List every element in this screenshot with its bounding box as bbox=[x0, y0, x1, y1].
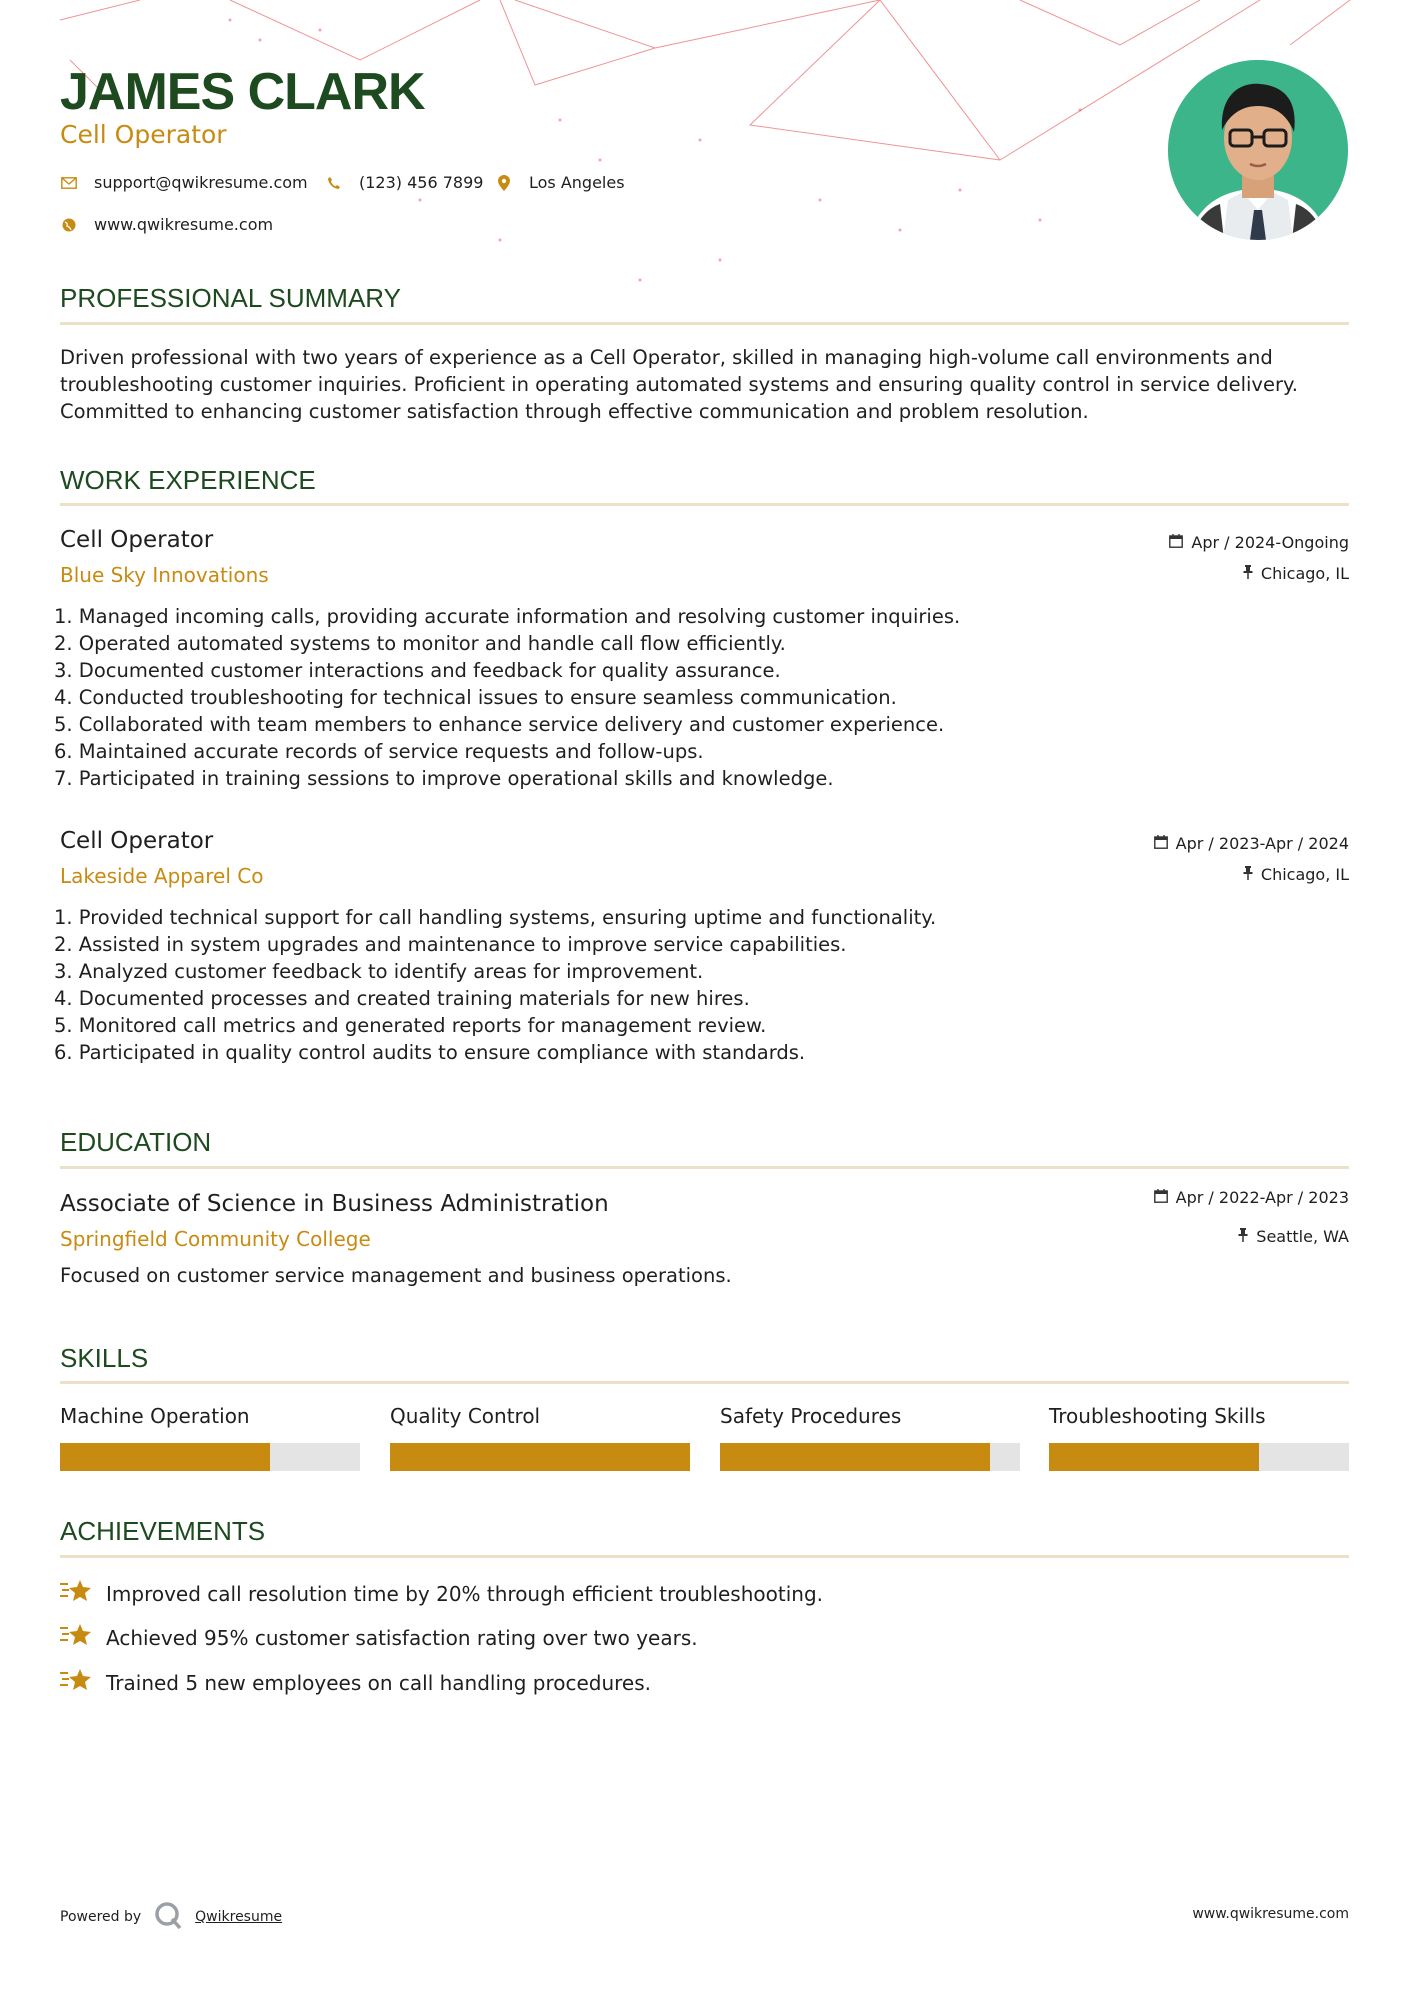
skill-label: Troubleshooting Skills bbox=[1049, 1404, 1266, 1428]
qwikresume-link[interactable]: Qwikresume bbox=[195, 1909, 283, 1925]
job-bullet: 2. Operated automated systems to monitor and handle call flow efficiently. bbox=[54, 632, 786, 655]
job-bullet: 6. Participated in quality control audits to ensure compliance with standards. bbox=[54, 1041, 806, 1064]
education-heading: EDUCATION bbox=[60, 1127, 212, 1157]
envelope-icon bbox=[60, 174, 78, 192]
globe-icon bbox=[60, 216, 78, 234]
skill-label: Safety Procedures bbox=[720, 1404, 902, 1428]
phone-icon bbox=[325, 174, 343, 192]
job-date bbox=[1154, 833, 1349, 855]
summary-divider bbox=[60, 322, 1349, 325]
contact-location bbox=[495, 172, 625, 194]
footer-branding bbox=[60, 1900, 282, 1934]
job-bullet: 1. Managed incoming calls, providing accurate information and resolving customer inquiries. bbox=[54, 605, 961, 628]
skill-item bbox=[60, 1403, 360, 1471]
skill-bar bbox=[390, 1443, 690, 1471]
education-school: Springfield Community College bbox=[60, 1227, 371, 1251]
education-degree: Associate of Science in Business Administration bbox=[60, 1191, 609, 1217]
achievement-item bbox=[60, 1578, 823, 1610]
skill-bar-fill bbox=[390, 1443, 690, 1471]
job-bullet: 4. Conducted troubleshooting for technical issues to ensure seamless communication. bbox=[54, 686, 897, 709]
job-bullet: 5. Monitored call metrics and generated reports for management review. bbox=[54, 1014, 767, 1037]
experience-heading: WORK EXPERIENCE bbox=[60, 465, 316, 495]
job-bullet: 3. Documented customer interactions and feedback for quality assurance. bbox=[54, 659, 781, 682]
job-bullet: 3. Analyzed customer feedback to identify areas for improvement. bbox=[54, 960, 704, 983]
candidate-name: JAMES CLARK bbox=[60, 63, 425, 121]
location-text: Los Angeles bbox=[529, 173, 625, 192]
job-bullets bbox=[54, 904, 1344, 1066]
skill-item bbox=[1049, 1403, 1349, 1471]
job-date-text: Apr / 2023-Apr / 2024 bbox=[1175, 834, 1349, 853]
education-date bbox=[1154, 1187, 1349, 1209]
powered-by-label: Powered by bbox=[60, 1909, 142, 1925]
job-location bbox=[1243, 864, 1349, 886]
skill-bar bbox=[720, 1443, 1020, 1471]
skills-heading: SKILLS bbox=[60, 1343, 149, 1373]
job-date bbox=[1169, 532, 1349, 554]
achievement-text: Improved call resolution time by 20% through efficient troubleshooting. bbox=[106, 1582, 824, 1606]
star-icon bbox=[60, 1622, 92, 1654]
summary-text: Driven professional with two years of experience as a Cell Operator, skilled in managing high-volume call environments and troubleshooting customer inquiries. Proficient in operating automated systems and ensuring quality control in service delivery. Committed to enhancing customer satisfaction through effective communication and problem resolution. bbox=[60, 346, 1298, 423]
education-description: Focused on customer service management and business operations. bbox=[60, 1264, 732, 1287]
website-text: www.qwikresume.com bbox=[94, 215, 274, 234]
pushpin-icon bbox=[1243, 864, 1253, 886]
job-bullet: 2. Assisted in system upgrades and maintenance to improve service capabilities. bbox=[54, 933, 847, 956]
education-divider bbox=[60, 1166, 1349, 1169]
job-bullet: 1. Provided technical support for call handling systems, ensuring uptime and functionality. bbox=[54, 906, 937, 929]
job-company: Lakeside Apparel Co bbox=[60, 864, 264, 888]
job-location bbox=[1243, 563, 1349, 585]
skills-divider bbox=[60, 1381, 1349, 1384]
job-bullet: 7. Participated in training sessions to improve operational skills and knowledge. bbox=[54, 767, 834, 790]
job-bullet: 5. Collaborated with team members to enhance service delivery and customer experience. bbox=[54, 713, 945, 736]
job-bullet: 6. Maintained accurate records of service requests and follow-ups. bbox=[54, 740, 704, 763]
contact-website[interactable] bbox=[60, 214, 273, 236]
education-location bbox=[1238, 1226, 1349, 1248]
skill-item bbox=[720, 1403, 1020, 1471]
pushpin-icon bbox=[1238, 1226, 1248, 1248]
resume-content bbox=[54, 0, 1349, 1990]
summary-heading: PROFESSIONAL SUMMARY bbox=[60, 283, 401, 313]
skill-bar-fill bbox=[1049, 1443, 1259, 1471]
candidate-title: Cell Operator bbox=[60, 120, 227, 149]
skill-bar bbox=[1049, 1443, 1349, 1471]
achievement-item bbox=[60, 1622, 698, 1654]
achievements-heading: ACHIEVEMENTS bbox=[60, 1516, 266, 1546]
calendar-icon bbox=[1154, 1187, 1168, 1209]
map-pin-icon bbox=[495, 174, 513, 192]
calendar-icon bbox=[1169, 532, 1183, 554]
job-company: Blue Sky Innovations bbox=[60, 563, 269, 587]
skill-label: Quality Control bbox=[390, 1404, 541, 1428]
job-location-text: Chicago, IL bbox=[1260, 564, 1349, 583]
achievements-divider bbox=[60, 1555, 1349, 1558]
contact-phone[interactable] bbox=[325, 172, 483, 194]
skill-bar-fill bbox=[60, 1443, 270, 1471]
achievement-item bbox=[60, 1667, 651, 1699]
skill-bar bbox=[60, 1443, 360, 1471]
footer-website[interactable]: www.qwikresume.com bbox=[1192, 1906, 1349, 1922]
email-text: support@qwikresume.com bbox=[94, 173, 308, 192]
education-date-text: Apr / 2022-Apr / 2023 bbox=[1175, 1188, 1349, 1207]
profile-photo bbox=[1168, 60, 1348, 240]
job-bullets bbox=[54, 603, 1344, 792]
job-bullet: 4. Documented processes and created training materials for new hires. bbox=[54, 987, 750, 1010]
contact-email[interactable] bbox=[60, 172, 308, 194]
skill-bar-fill bbox=[720, 1443, 990, 1471]
star-icon bbox=[60, 1667, 92, 1699]
star-icon bbox=[60, 1578, 92, 1610]
job-date-text: Apr / 2024-Ongoing bbox=[1191, 533, 1349, 552]
phone-text: (123) 456 7899 bbox=[359, 173, 484, 192]
experience-divider bbox=[60, 503, 1349, 506]
achievement-text: Trained 5 new employees on call handling procedures. bbox=[106, 1671, 652, 1695]
pushpin-icon bbox=[1243, 563, 1253, 585]
skill-label: Machine Operation bbox=[60, 1404, 250, 1428]
job-location-text: Chicago, IL bbox=[1260, 865, 1349, 884]
skill-item bbox=[390, 1403, 690, 1471]
qwikresume-logo-icon bbox=[153, 1900, 183, 1934]
job-role: Cell Operator bbox=[60, 828, 214, 854]
education-location-text: Seattle, WA bbox=[1256, 1227, 1349, 1246]
job-role: Cell Operator bbox=[60, 527, 214, 553]
achievement-text: Achieved 95% customer satisfaction rating over two years. bbox=[106, 1626, 698, 1650]
calendar-icon bbox=[1154, 833, 1168, 855]
